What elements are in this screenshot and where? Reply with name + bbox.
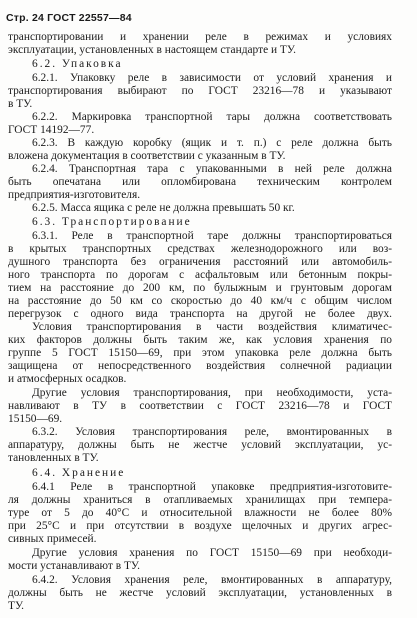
- text-line: душного транспорта без ограничения расстояний или автомобиль-: [8, 256, 392, 268]
- text-line: транспортировании и хранении реле в режимах и условиях: [8, 31, 392, 43]
- text-line: Другие условия транспортирования, при необходимости, уста-: [32, 387, 392, 399]
- text-line: тановленных в ТУ.: [8, 452, 99, 464]
- text-line: перегрузок с одного вида транспорта на другой не более двух.: [8, 308, 392, 320]
- text-line: транспортирования выбирают по ГОСТ 23216—78 и указывают: [8, 85, 392, 97]
- text-line: мости устанавливают в ТУ.: [8, 560, 140, 572]
- text-line: 6.2.2. Маркировка транспортной тары должна соответствовать: [32, 111, 392, 123]
- text-line: в крытых транспортных средствах железнодорожного или воз-: [8, 243, 392, 255]
- text-line: туре от 5 до 40°С и относительной влажности не более 80%: [8, 507, 392, 519]
- text-line: и атмосферных осадков.: [8, 373, 127, 385]
- text-line: быть опечатана или опломбирована техническим контролем: [8, 176, 392, 188]
- section-heading-storage: 6.4. Хранение: [32, 467, 126, 479]
- text-line: 15150—69.: [8, 413, 63, 425]
- text-line: ного транспорта по дорогам с асфальтовым или бетонным покры-: [8, 269, 392, 281]
- text-line: 6.2.4. Транспортная тара с упакованными в ней реле должна: [32, 163, 392, 175]
- text-line: ГОСТ 14192—77.: [8, 124, 95, 136]
- text-line: 6.2.1. Упаковку реле в зависимости от условий хранения и: [32, 72, 392, 84]
- text-line: аппаратуру, должны быть не жестче условий эксплуатации, ус-: [8, 439, 392, 451]
- text-line: 6.2.3. В каждую коробку (ящик и т. п.) с реле должна быть: [32, 137, 392, 149]
- text-line: сивных примесей.: [8, 533, 97, 545]
- text-line: ких факторов должны быть таким же, как условия хранения по: [8, 334, 392, 346]
- text-line: на расстояние до 50 км со скоростью до 40 км/ч с общим числом: [8, 295, 392, 307]
- text-line: ТУ.: [8, 600, 25, 612]
- text-line: вложена документация в соответствии с указанным в ТУ.: [8, 150, 286, 162]
- text-line: защищена от непосредственного воздействия солнечной радиации: [8, 360, 392, 372]
- page-header: Стр. 24 ГОСТ 22557—84: [6, 12, 132, 24]
- section-heading-packaging: 6.2. Упаковка: [32, 58, 123, 70]
- text-line: 6.3.1. Реле в транспортной таре должны транспортироваться: [32, 230, 392, 242]
- section-heading-transportation: 6.3. Транспортирование: [32, 216, 192, 228]
- text-line: Другие условия хранения по ГОСТ 15150—69 при необходи-: [32, 547, 392, 559]
- text-line: группе 5 ГОСТ 15150—69, при этом упаковка реле должна быть: [8, 347, 392, 359]
- text-line: в ТУ.: [8, 98, 33, 110]
- text-line: предприятия-изготовителя.: [8, 189, 141, 201]
- text-line: тием на расстояние до 200 км, по булыжным и грунтовым дорогам: [8, 282, 392, 294]
- text-line: 6.3.2. Условия транспортирования реле, вмонтированных в: [32, 426, 392, 438]
- text-line: навливают в ТУ в соответствии с ГОСТ 23216—78 и ГОСТ: [8, 400, 392, 412]
- text-line: Условия транспортирования в части воздействия климатичес-: [32, 321, 392, 333]
- text-line: при 25°С и при отсутствии в воздухе щелочных и других агрес-: [8, 520, 392, 532]
- text-line: 6.4.2. Условия хранения реле, вмонтированных в аппаратуру,: [32, 574, 392, 586]
- text-line: 6.2.5. Масса ящика с реле не должна превышать 50 кг.: [32, 202, 295, 214]
- text-line: ля должны храниться в отапливаемых хранилищах при темпера-: [8, 494, 392, 506]
- text-line: эксплуатации, установленных в настоящем стандарте и ТУ.: [8, 44, 296, 56]
- text-line: 6.4.1 Реле в транспортной упаковке предприятия-изготовите-: [32, 481, 392, 493]
- text-line: должны быть не жестче условий эксплуатации, установленных в: [8, 587, 392, 599]
